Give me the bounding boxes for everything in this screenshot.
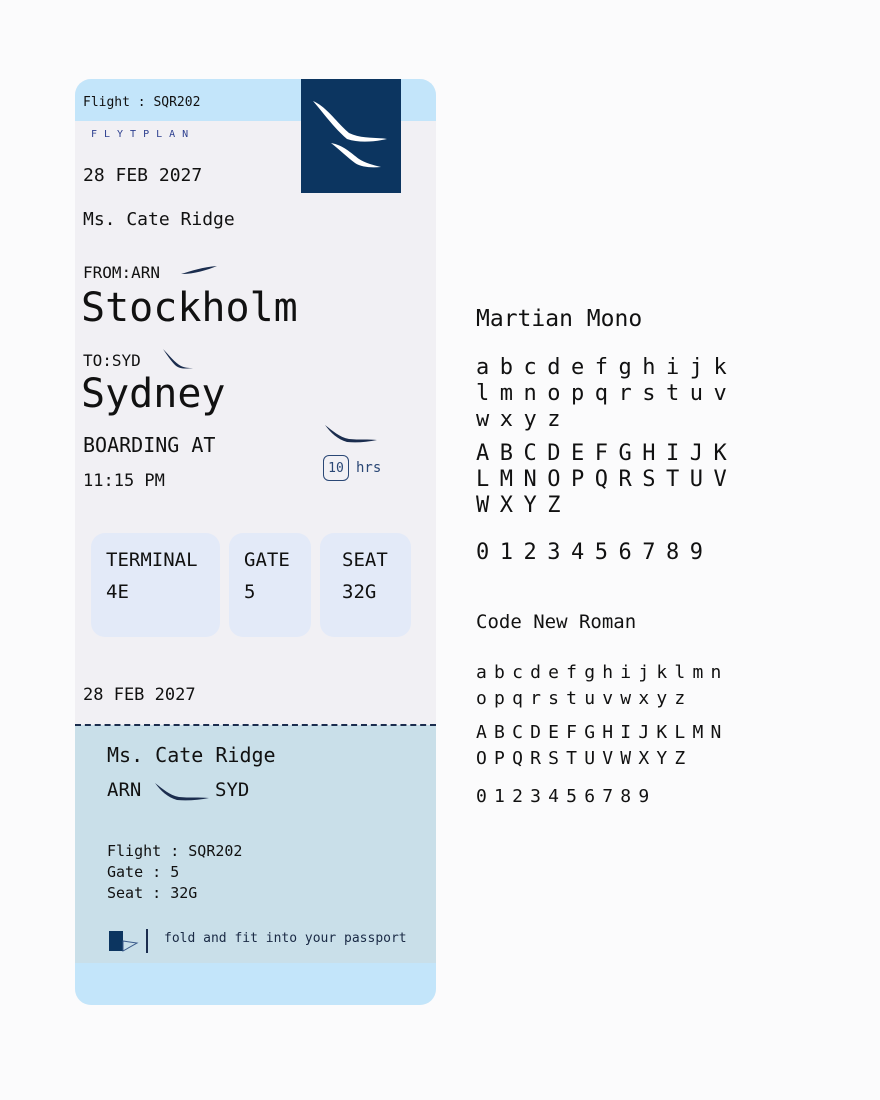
swoosh-logo-icon bbox=[301, 79, 401, 193]
specimen1-uppercase-2: LMNOPQRSTUV bbox=[476, 467, 738, 492]
flight-date-bottom: 28 FEB 2027 bbox=[83, 685, 196, 705]
passenger-name: Ms. Cate Ridge bbox=[83, 209, 235, 230]
passport-fold-icon bbox=[109, 929, 151, 953]
font-specimen-title-1: Martian Mono bbox=[476, 306, 643, 332]
origin-code-label: FROM:ARN bbox=[83, 263, 161, 282]
specimen2-uppercase-2: OPQRSTUVWXYZ bbox=[476, 748, 693, 769]
flight-date: 28 FEB 2027 bbox=[83, 165, 203, 186]
specimen2-lowercase-1: abcdefghijklmn bbox=[476, 662, 729, 683]
stub-gate-line: Gate : 5 bbox=[107, 863, 180, 881]
seat-value: 32G bbox=[342, 581, 377, 603]
stub-flight-line: Flight : SQR202 bbox=[107, 842, 243, 860]
ticket-stub bbox=[75, 725, 436, 963]
boarding-label: BOARDING AT bbox=[83, 433, 216, 457]
flight-duration-unit: hrs bbox=[356, 460, 382, 476]
gate-value: 5 bbox=[244, 581, 256, 603]
specimen1-digits: 0123456789 bbox=[476, 540, 714, 565]
plane-swoosh-icon bbox=[323, 423, 379, 443]
takeoff-swoosh-icon bbox=[181, 265, 217, 277]
stub-seat-line: Seat : 32G bbox=[107, 884, 198, 902]
specimen2-uppercase-1: ABCDEFGHIJKLMN bbox=[476, 722, 729, 743]
route-swoosh-icon bbox=[153, 781, 211, 801]
seat-label: SEAT bbox=[342, 549, 388, 571]
gate-card bbox=[229, 533, 311, 637]
specimen1-uppercase-1: ABCDEFGHIJK bbox=[476, 441, 738, 466]
flight-duration-value: 10 bbox=[323, 455, 349, 481]
specimen2-lowercase-2: opqrstuvwxyz bbox=[476, 688, 693, 709]
terminal-value: 4E bbox=[106, 581, 129, 603]
destination-city: Sydney bbox=[81, 371, 226, 417]
brand-name: FLYTPLAN bbox=[91, 129, 196, 140]
airline-logo bbox=[301, 79, 401, 193]
stub-origin-code: ARN bbox=[107, 779, 142, 801]
fold-instruction: fold and fit into your passport bbox=[164, 931, 407, 946]
specimen2-digits: 0123456789 bbox=[476, 786, 657, 807]
stub-details bbox=[107, 841, 242, 904]
specimen1-lowercase-2: lmnopqrstuv bbox=[476, 381, 738, 406]
specimen1-lowercase-3: wxyz bbox=[476, 407, 571, 432]
gate-label: GATE bbox=[244, 549, 290, 571]
boarding-time: 11:15 PM bbox=[83, 471, 165, 491]
stub-passenger-name: Ms. Cate Ridge bbox=[107, 743, 276, 767]
seat-card bbox=[320, 533, 411, 637]
destination-code-label: TO:SYD bbox=[83, 351, 141, 370]
specimen1-lowercase-1: abcdefghijk bbox=[476, 355, 738, 380]
landing-swoosh-icon bbox=[161, 347, 193, 371]
boarding-pass bbox=[75, 79, 436, 1005]
stub-destination-code: SYD bbox=[215, 779, 250, 801]
terminal-card bbox=[91, 533, 220, 637]
tear-line bbox=[75, 724, 436, 726]
origin-city: Stockholm bbox=[81, 285, 298, 331]
font-specimen-title-2: Code New Roman bbox=[476, 611, 637, 633]
specimen1-uppercase-3: WXYZ bbox=[476, 493, 571, 518]
terminal-label: TERMINAL bbox=[106, 549, 198, 571]
bottom-band bbox=[75, 963, 436, 1005]
flight-number: Flight : SQR202 bbox=[83, 95, 201, 110]
